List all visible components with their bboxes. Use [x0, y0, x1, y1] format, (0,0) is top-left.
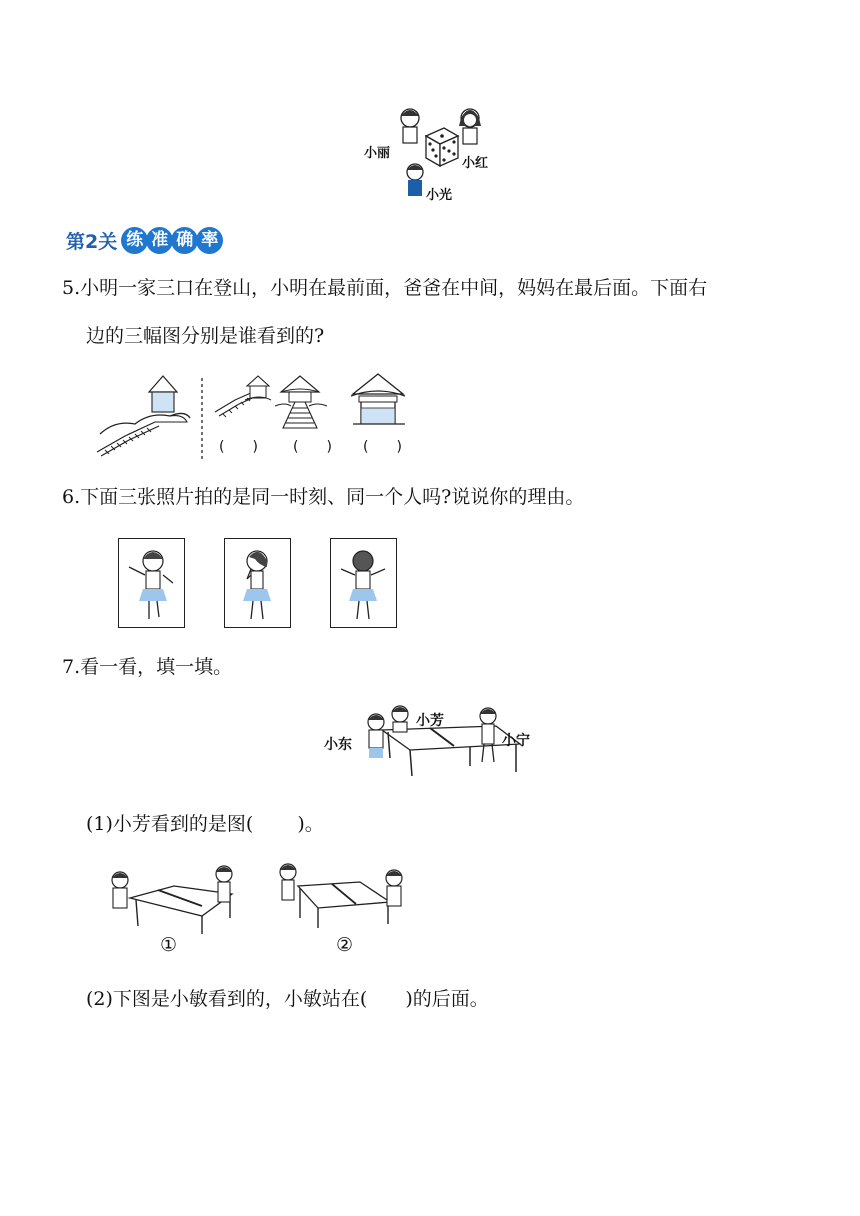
- label-xiaohong: 小红: [462, 156, 489, 171]
- q6-photo-3: [330, 538, 397, 628]
- q5-blank-3[interactable]: ( ): [363, 439, 402, 455]
- q7-option-1: [102, 862, 252, 957]
- top-figure: [360, 104, 510, 204]
- section-header: [66, 226, 221, 254]
- q5-blank-2[interactable]: ( ): [293, 439, 332, 455]
- section-badge-1: 练: [121, 227, 148, 254]
- q6-text: 6.下面三张照片拍的是同一时刻、同一个人吗?说说你的理由。: [62, 486, 585, 508]
- section-badge-2: 准: [146, 227, 173, 254]
- q7-option-2-label: ②: [336, 934, 354, 956]
- section-badge-3: 确: [171, 227, 198, 254]
- section-prefix: 第2关: [66, 230, 118, 253]
- label-xiaofang: 小芳: [416, 713, 444, 729]
- q7-sub1: (1)小芳看到的是图( )。: [86, 813, 324, 835]
- q6-photo-2: [224, 538, 291, 628]
- q5-line2: 边的三幅图分别是谁看到的?: [86, 325, 325, 347]
- q5-blank-1[interactable]: ( ): [219, 439, 258, 455]
- q6-photo-1: [118, 538, 185, 628]
- girl-back-icon: [331, 539, 396, 627]
- girl-front-icon: [119, 539, 184, 627]
- label-xiaoguang: 小光: [426, 188, 453, 203]
- label-xiaodong: 小东: [324, 737, 352, 753]
- section-badge-4: 率: [196, 227, 223, 254]
- q7-option-2: [270, 862, 415, 957]
- pingpong-view-1-illustration: [102, 862, 252, 937]
- q5-figure: [95, 372, 425, 464]
- q7-option-1-label: ①: [160, 934, 178, 956]
- label-xiaoli: 小丽: [364, 146, 391, 161]
- q7-sub2: (2)下图是小敏看到的，小敏站在( )的后面。: [86, 988, 489, 1010]
- q5-line1: 5.小明一家三口在登山，小明在最前面，爸爸在中间，妈妈在最后面。下面右: [62, 277, 708, 299]
- pingpong-view-2-illustration: [270, 862, 415, 937]
- q7-main-figure: [320, 700, 540, 785]
- q7-text: 7.看一看，填一填。: [62, 656, 233, 678]
- girl-side-icon: [225, 539, 290, 627]
- label-xiaoning: 小宁: [502, 733, 530, 749]
